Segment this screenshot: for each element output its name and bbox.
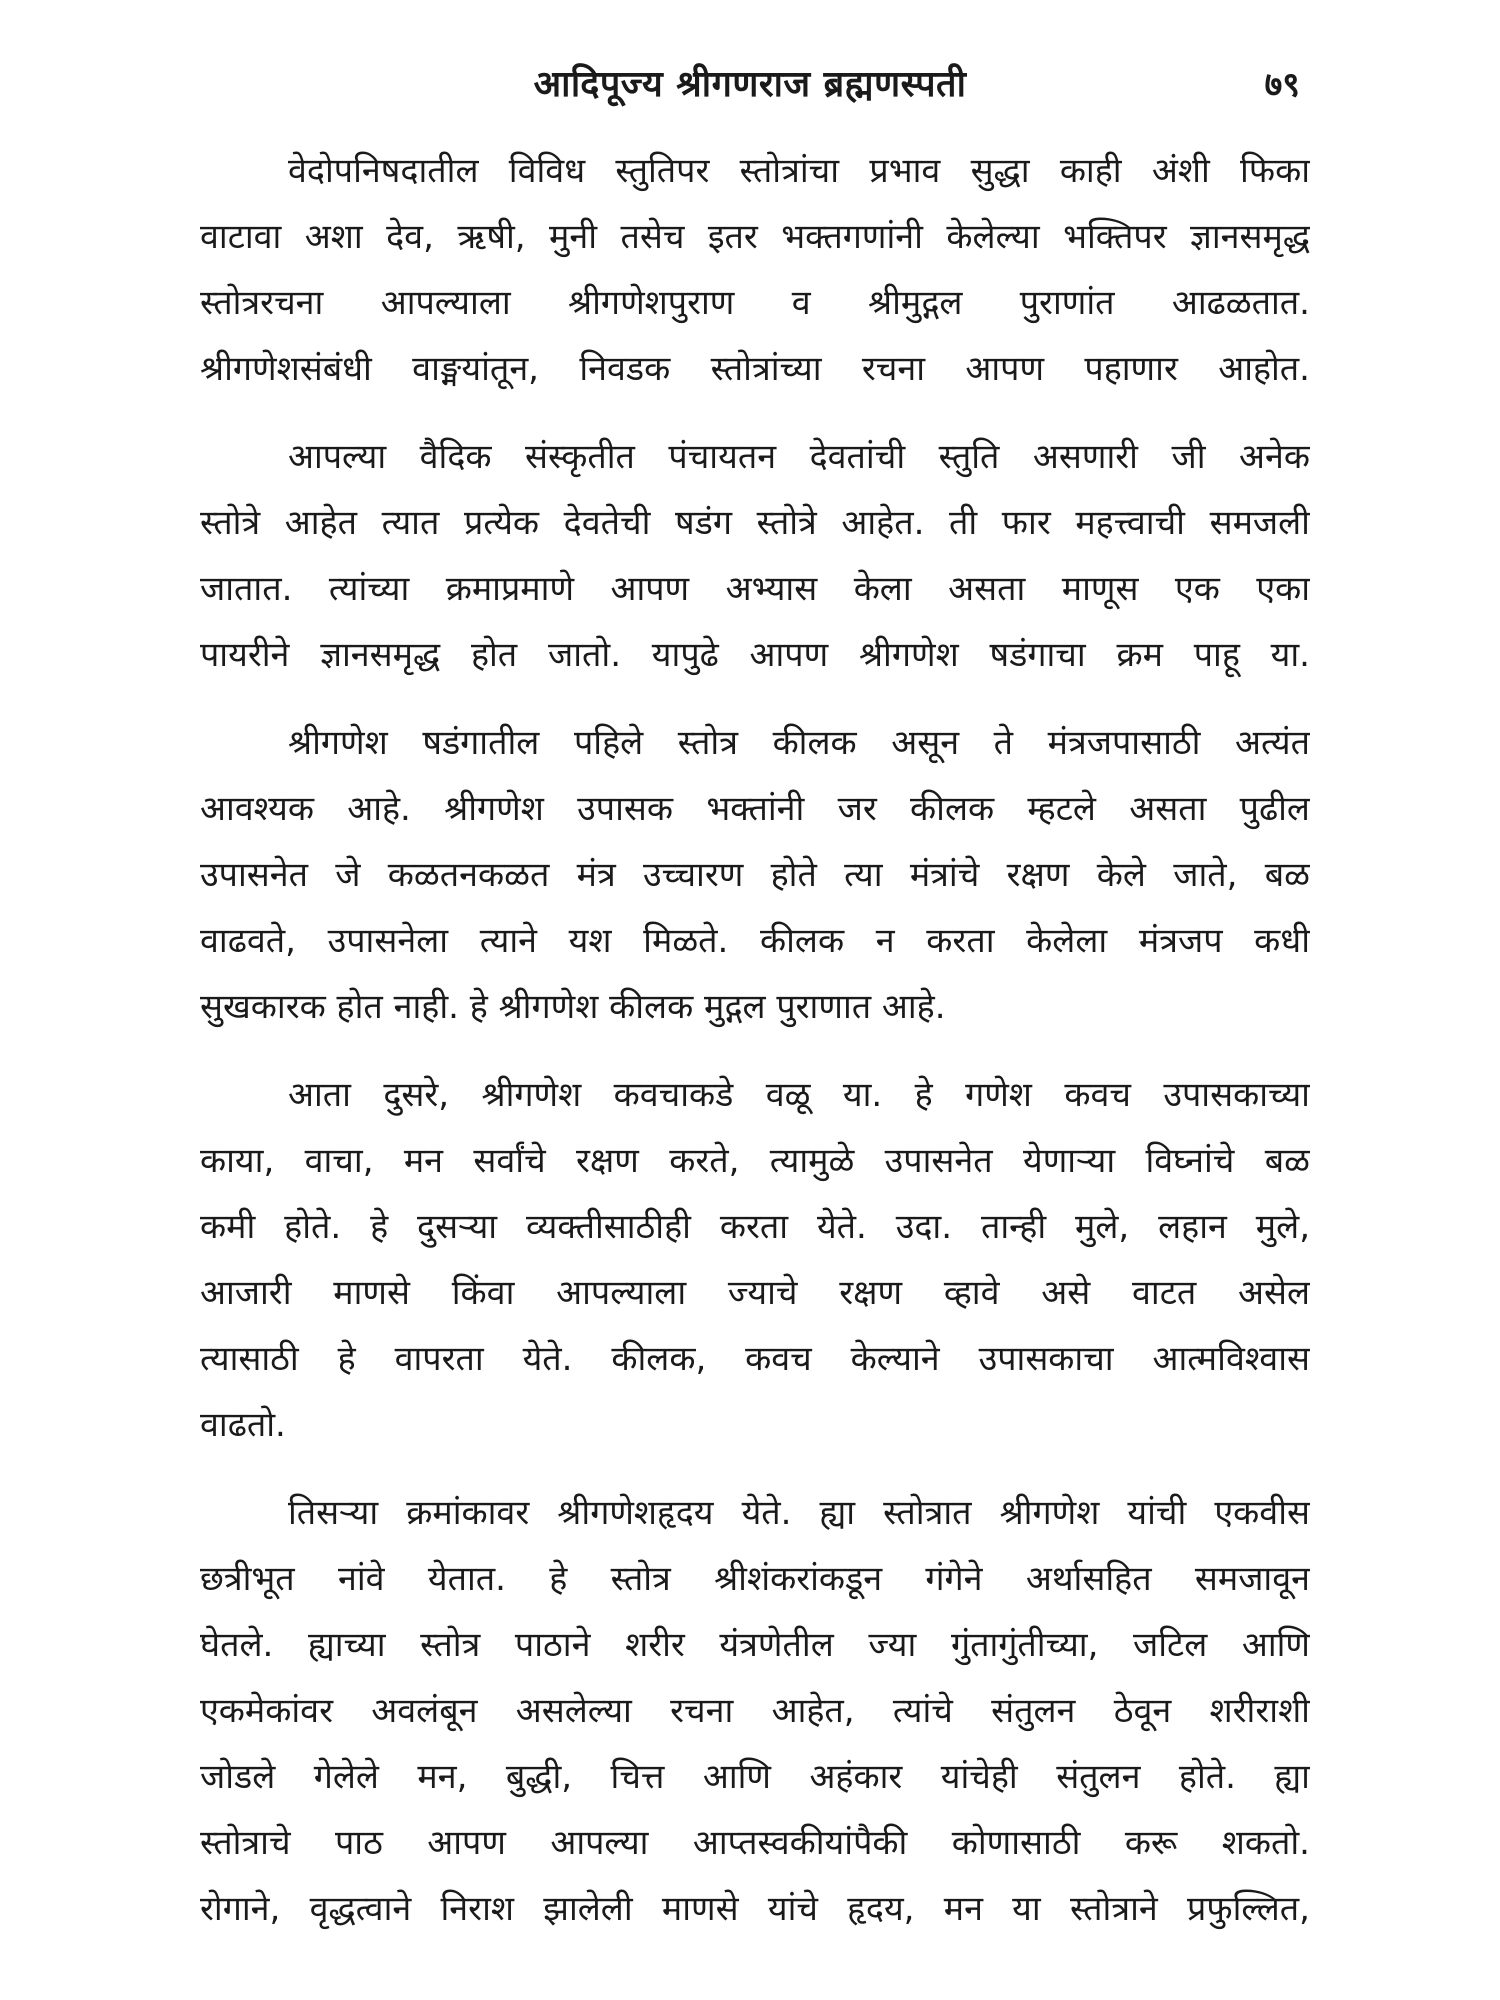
- text-line: स्तोत्राचे पाठ आपण आपल्या आप्तस्वकीयांपैकी कोणासाठी करू शकतो.: [200, 1823, 1310, 1863]
- paragraph-3: [200, 710, 1310, 1040]
- text-line: स्तोत्रे आहेत त्यात प्रत्येक देवतेची षडंग स्तोत्रे आहेत. ती फार महत्त्वाची समजली: [200, 503, 1310, 543]
- text-line: आता दुसरे, श्रीगणेश कवचाकडे वळू या. हे गणेश कवच उपासकाच्या: [288, 1075, 1310, 1115]
- paragraph-1: [200, 138, 1310, 402]
- text-line: सुखकारक होत नाही. हे श्रीगणेश कीलक मुद्गल पुराणात आहे.: [200, 987, 946, 1027]
- page-header: [200, 58, 1300, 118]
- text-line: छत्रीभूत नांवे येतात. हे स्तोत्र श्रीशंकरांकडून गंगेने अर्थासहित समजावून: [200, 1559, 1310, 1599]
- text-line: आवश्यक आहे. श्रीगणेश उपासक भक्तांनी जर कीलक म्हटले असता पुढील: [200, 789, 1310, 829]
- text-line: श्रीगणेश षडंगातील पहिले स्तोत्र कीलक असून ते मंत्रजपासाठी अत्यंत: [288, 723, 1310, 763]
- text-line: वाटावा अशा देव, ऋषी, मुनी तसेच इतर भक्तगणांनी केलेल्या भक्तिपर ज्ञानसमृद्ध: [200, 217, 1310, 257]
- text-line: पायरीने ज्ञानसमृद्ध होत जातो. यापुढे आपण श्रीगणेश षडंगाचा क्रम पाहू या.: [200, 635, 1310, 675]
- text-line: श्रीगणेशसंबंधी वाङ्मयांतून, निवडक स्तोत्रांच्या रचना आपण पहाणार आहोत.: [200, 349, 1310, 389]
- paragraph-2: [200, 424, 1310, 688]
- text-line: काया, वाचा, मन सर्वांचे रक्षण करते, त्यामुळे उपासनेत येणाऱ्या विघ्नांचे बळ: [200, 1141, 1310, 1181]
- text-line: आजारी माणसे किंवा आपल्याला ज्याचे रक्षण व्हावे असे वाटत असेल: [200, 1273, 1310, 1313]
- text-line: तिसऱ्या क्रमांकावर श्रीगणेशहृदय येते. ह्या स्तोत्रात श्रीगणेश यांची एकवीस: [288, 1493, 1310, 1533]
- text-line: एकमेकांवर अवलंबून असलेल्या रचना आहेत, त्यांचे संतुलन ठेवून शरीराशी: [200, 1691, 1310, 1731]
- text-line: वाढतो.: [200, 1405, 286, 1445]
- body-text: [200, 138, 1310, 1964]
- text-line: त्यासाठी हे वापरता येते. कीलक, कवच केल्याने उपासकाचा आत्मविश्वास: [200, 1339, 1310, 1379]
- paragraph-5: [200, 1480, 1310, 1942]
- text-line: वाढवते, उपासनेला त्याने यश मिळते. कीलक न करता केलेला मंत्रजप कधी: [200, 921, 1310, 961]
- text-line: जातात. त्यांच्या क्रमाप्रमाणे आपण अभ्यास केला असता माणूस एक एका: [200, 569, 1310, 609]
- text-line: जोडले गेलेले मन, बुद्धी, चित्त आणि अहंकार यांचेही संतुलन होते. ह्या: [200, 1757, 1310, 1797]
- text-line: आपल्या वैदिक संस्कृतीत पंचायतन देवतांची स्तुति असणारी जी अनेक: [288, 437, 1310, 477]
- running-title: आदिपूज्य श्रीगणराज ब्रह्मणस्पती: [533, 64, 967, 105]
- text-line: घेतले. ह्याच्या स्तोत्र पाठाने शरीर यंत्रणेतील ज्या गुंतागुंतीच्या, जटिल आणि: [200, 1625, 1310, 1665]
- text-line: रोगाने, वृद्धत्वाने निराश झालेली माणसे यांचे हृदय, मन या स्तोत्राने प्रफुल्लित,: [200, 1889, 1310, 1929]
- text-line: वेदोपनिषदातील विविध स्तुतिपर स्तोत्रांचा प्रभाव सुद्धा काही अंशी फिका: [288, 151, 1310, 191]
- page-number: ७९: [1264, 65, 1300, 105]
- text-line: कमी होते. हे दुसऱ्या व्यक्तीसाठीही करता येते. उदा. तान्ही मुले, लहान मुले,: [200, 1207, 1310, 1247]
- text-line: स्तोत्ररचना आपल्याला श्रीगणेशपुराण व श्रीमुद्गल पुराणांत आढळतात.: [200, 283, 1310, 323]
- paragraph-4: [200, 1062, 1310, 1458]
- text-line: उपासनेत जे कळतनकळत मंत्र उच्चारण होते त्या मंत्रांचे रक्षण केले जाते, बळ: [200, 855, 1310, 895]
